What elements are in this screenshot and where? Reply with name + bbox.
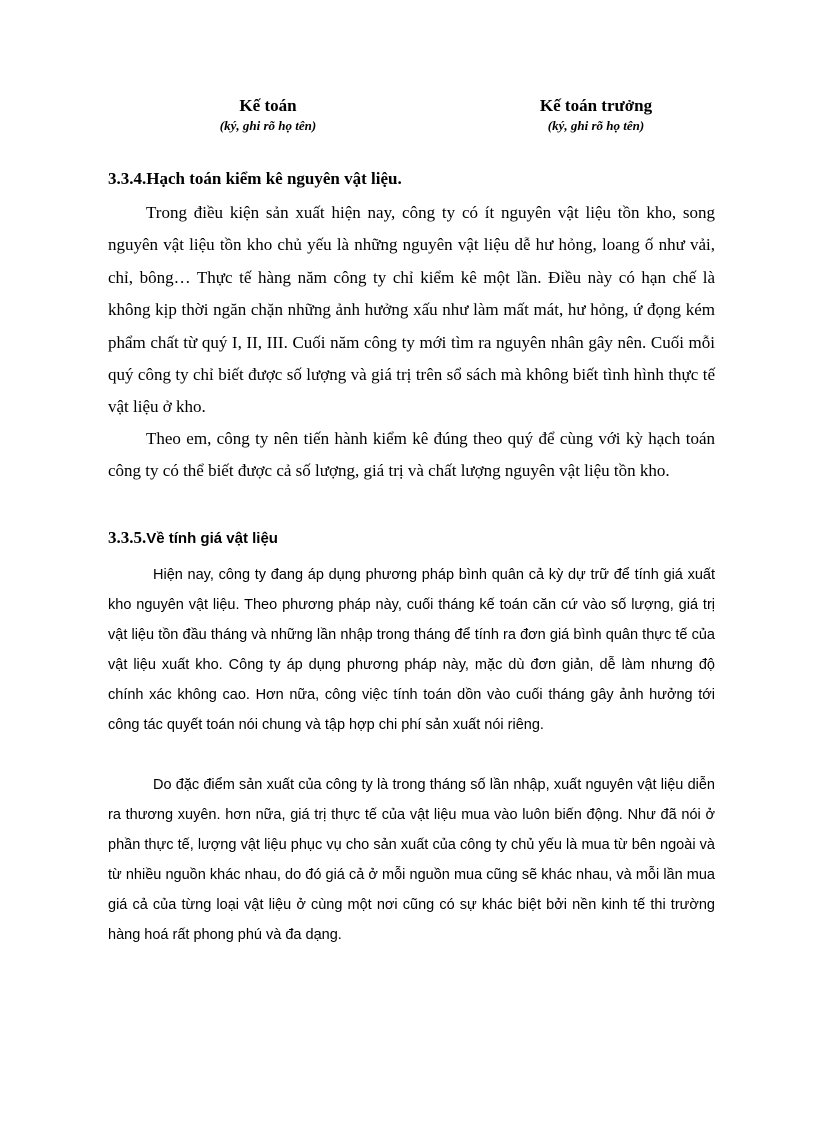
signature-block-accountant — [168, 96, 368, 136]
paragraph-inventory-2: Theo em, công ty nên tiến hành kiểm kê đúng theo quý để cùng với kỳ hạch toán công ty có thể biết được cả số lượng, giá trị và chất lượng nguyên vật liệu tồn kho. — [108, 429, 715, 481]
signature-block-chief-accountant — [496, 96, 696, 136]
paragraph-pricing-1: Hiện nay, công ty đang áp dụng phương pháp bình quân cả kỳ dự trữ để tính giá xuất kho nguyên vật liệu. Theo phương pháp này, cuối tháng kế toán căn cứ vào số lượng, giá trị vật liệu tồn đầu tháng và những lần nhập trong tháng để tính ra đơn giá bình quân thực tế của vật liệu xuất kho. Công ty áp dụng phương pháp này, mặc dù đơn giản, dễ làm nhưng độ chính xác không cao. Hơn nữa, công việc tính toán dồn vào cuối tháng gây ảnh hưởng tới công tác quyết toán nói chung và tập hợp chi phí sản xuất nói riêng. — [108, 567, 715, 733]
paragraph-pricing-2: Do đặc điểm sản xuất của công ty là trong tháng số lần nhập, xuất nguyên vật liệu diễn ra thương xuyên. hơn nữa, giá trị thực tế của vật liệu mua vào luôn biến động. Như đã nói ở phần thực tế, lượng vật liệu phục vụ cho sản xuất của công ty chủ yếu là mua từ bên ngoài và từ nhiều nguồn khác nhau, do đó giá cả ở mỗi nguồn mua cũng sẽ khác nhau, và mỗi lần mua giá cả của từng loại vật liệu ở cùng một nơi cũng có sự khác biệt bởi nền kinh tế thi trường hàng hoá rất phong phú và đa dạng. — [108, 777, 715, 943]
section-heading-inventory-check: 3.3.4.Hạch toán kiểm kê nguyên vật liệu. — [108, 169, 402, 188]
paragraph-inventory-1: Trong điều kiện sản xuất hiện nay, công ty có ít nguyên vật liệu tồn kho, song nguyên vật liệu tồn kho chủ yếu là những nguyên vật liệu dễ hư hỏng, loang ố như vải, chỉ, bông… Thực tế hàng năm công ty chỉ kiểm kê một lần. Điều này có hạn chế là không kịp thời ngăn chặn những ảnh hưởng xấu như làm mất mát, hư hỏng, ứ đọng kém phẩm chất từ quý I, II, III. Cuối năm công ty mới tìm ra nguyên nhân gây nên. Cuối mỗi quý công ty chỉ biết được số lượng và giá trị trên sổ sách mà không biết tình hình thực tế vật liệu ở kho. — [108, 203, 715, 417]
signature-note-chief-accountant: (ký, ghi rõ họ tên) — [547, 118, 645, 133]
section-heading-number: 3.3.5. — [108, 528, 147, 547]
signature-note-accountant: (ký, ghi rõ họ tên) — [219, 118, 317, 133]
section-heading-material-pricing — [108, 527, 278, 550]
section-heading-text: Về tính giá vật liệu — [146, 530, 278, 547]
signature-title-accountant: Kế toán — [239, 96, 297, 115]
signature-title-chief-accountant: Kế toán trưởng — [539, 96, 653, 115]
